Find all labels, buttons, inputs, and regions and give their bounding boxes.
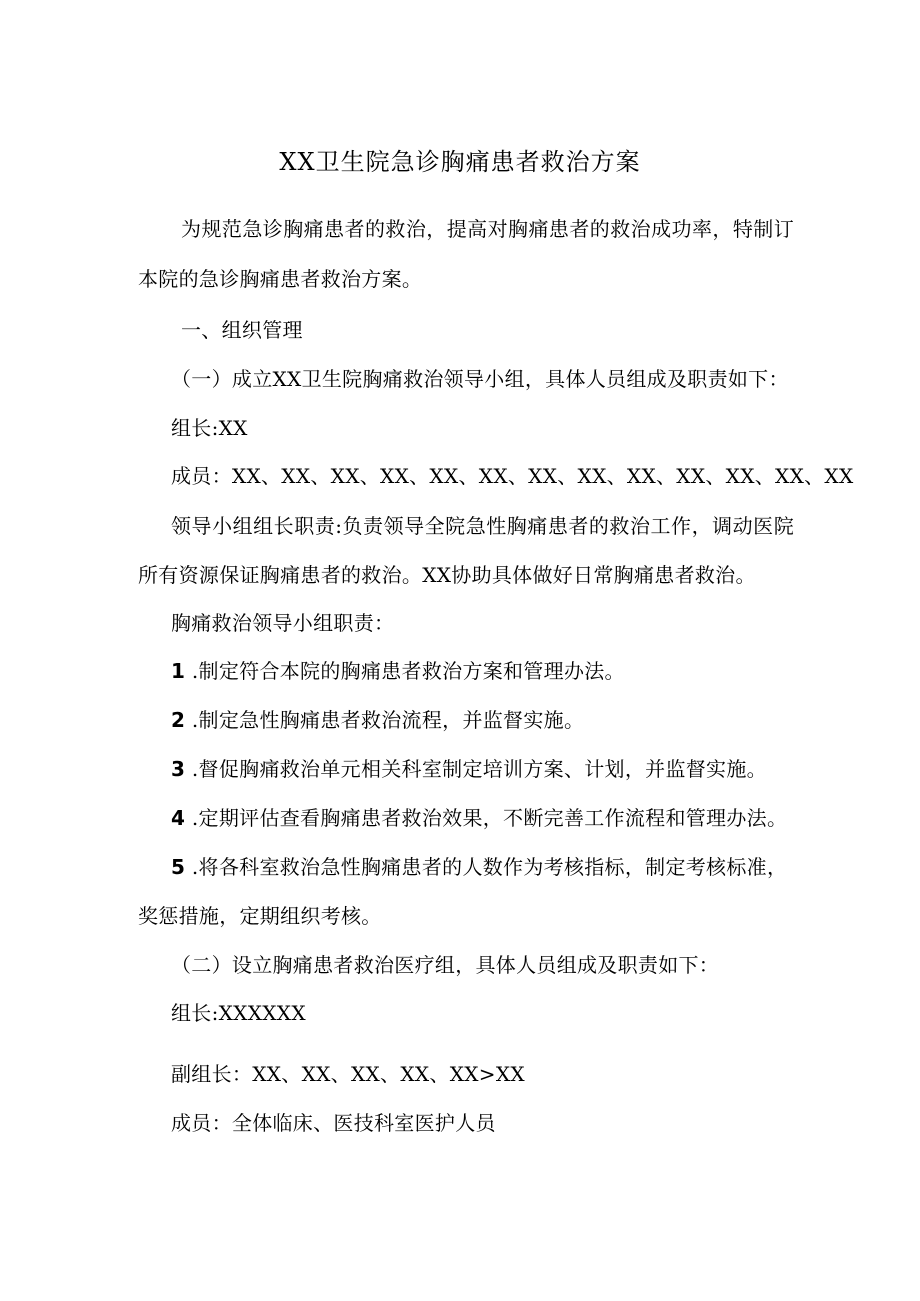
duty-item bbox=[171, 707, 584, 733]
subsection-heading-medical-team: （二）设立胸痛患者救治医疗组，具体人员组成及职责如下： bbox=[171, 953, 720, 977]
duty-item-number: 2 bbox=[171, 708, 186, 732]
leader-duty-line-1: 领导小组组长职责:负责领导全院急性胸痛患者的救治工作，调动医院 bbox=[171, 514, 794, 538]
duty-item-text: .制定符合本院的胸痛患者救治方案和管理办法。 bbox=[191, 659, 625, 683]
duty-item-number: 5 bbox=[171, 855, 186, 879]
intro-paragraph-line-2: 本院的急诊胸痛患者救治方案。 bbox=[138, 267, 423, 291]
duty-item-text: .将各科室救治急性胸痛患者的人数作为考核指标，制定考核标准， bbox=[191, 855, 788, 879]
duty-item-number: 4 bbox=[171, 806, 186, 830]
leadership-group-leader: 组长:XX bbox=[171, 416, 248, 440]
duty-item-number: 1 bbox=[171, 659, 186, 683]
leader-duty-line-2: 所有资源保证胸痛患者的救治。XX协助具体做好日常胸痛患者救治。 bbox=[138, 563, 756, 587]
intro-paragraph-line-1: 为规范急诊胸痛患者的救治，提高对胸痛患者的救治成功率，特制订 bbox=[181, 217, 794, 241]
subsection-heading-leadership-group: （一）成立XX卫生院胸痛救治领导小组，具体人员组成及职责如下： bbox=[171, 367, 789, 391]
duty-item bbox=[171, 854, 787, 880]
duty-item-text: .督促胸痛救治单元相关科室制定培训方案、计划，并监督实施。 bbox=[191, 757, 767, 781]
leadership-group-members: 成员：XX、XX、XX、XX、XX、XX、XX、XX、XX、XX、XX、XX、XX bbox=[171, 464, 854, 488]
duty-item bbox=[171, 756, 767, 782]
duty-item-number: 3 bbox=[171, 757, 186, 781]
section-heading-organization: 一、组织管理 bbox=[181, 318, 303, 342]
medical-team-leader: 组长:XXXXXX bbox=[171, 1001, 306, 1025]
medical-team-deputy-leaders: 副组长：XX、XX、XX、XX、XX>XX bbox=[171, 1062, 525, 1086]
duty-item-continuation: 奖惩措施，定期组织考核。 bbox=[138, 904, 382, 928]
duty-item bbox=[171, 805, 787, 831]
document-title: XX卫生院急诊胸痛患者救治方案 bbox=[279, 148, 641, 176]
duty-item-text: .定期评估查看胸痛患者救治效果，不断完善工作流程和管理办法。 bbox=[191, 806, 788, 830]
group-duties-heading: 胸痛救治领导小组职责： bbox=[171, 611, 395, 635]
medical-team-members: 成员：全体临床、医技科室医护人员 bbox=[171, 1111, 496, 1135]
duty-item-text: .制定急性胸痛患者救治流程，并监督实施。 bbox=[191, 708, 585, 732]
duty-item bbox=[171, 658, 625, 684]
